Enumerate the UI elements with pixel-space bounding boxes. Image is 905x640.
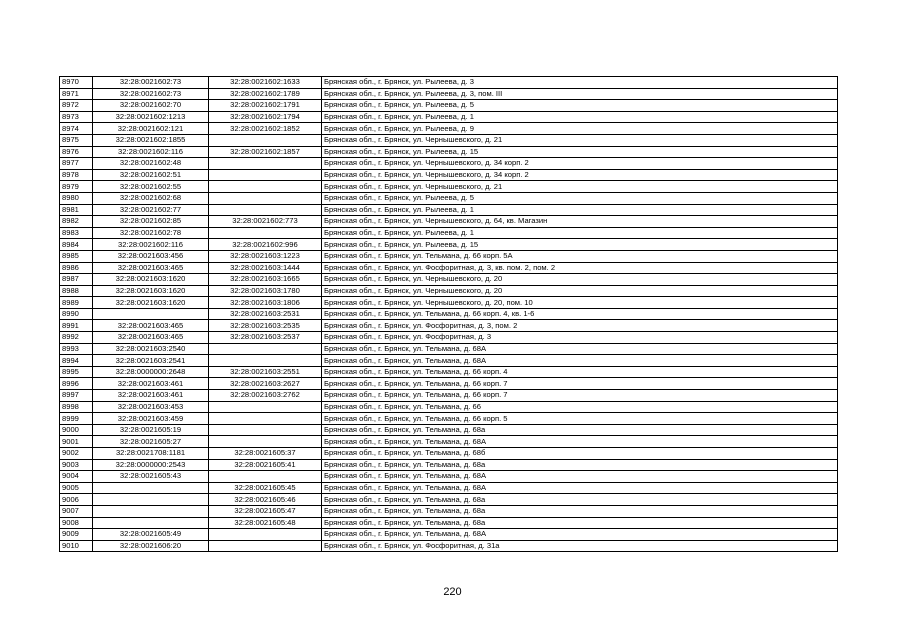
row-number: 9005	[60, 482, 93, 494]
cadastral-number-primary: 32:28:0021602:70	[93, 100, 209, 112]
cadastral-number-secondary	[209, 343, 322, 355]
row-number: 9006	[60, 494, 93, 506]
cadastral-number-primary: 32:28:0021602:1855	[93, 134, 209, 146]
cadastral-number-primary: 32:28:0021708:1181	[93, 448, 209, 460]
cadastral-number-secondary	[209, 192, 322, 204]
cadastral-number-primary: 32:28:0021603:1620	[93, 274, 209, 286]
table-row	[60, 505, 838, 517]
address: Брянская обл., г. Брянск, ул. Тельмана, д. 66 корп. 5	[322, 413, 838, 425]
cadastral-number-primary: 32:28:0021603:461	[93, 378, 209, 390]
cadastral-number-primary: 32:28:0021602:121	[93, 123, 209, 135]
cadastral-number-secondary: 32:28:0021603:2627	[209, 378, 322, 390]
row-number: 8999	[60, 413, 93, 425]
cadastral-number-primary: 32:28:0021602:51	[93, 169, 209, 181]
cadastral-number-primary: 32:28:0021603:456	[93, 250, 209, 262]
row-number: 8979	[60, 181, 93, 193]
cadastral-number-secondary: 32:28:0021605:41	[209, 459, 322, 471]
cadastral-number-primary: 32:28:0021605:43	[93, 471, 209, 483]
table-row	[60, 100, 838, 112]
row-number: 9008	[60, 517, 93, 529]
table-row	[60, 134, 838, 146]
address: Брянская обл., г. Брянск, ул. Рылеева, д. 3	[322, 77, 838, 89]
table-row	[60, 448, 838, 460]
address: Брянская обл., г. Брянск, ул. Фосфоритная, д. 3, пом. 2	[322, 320, 838, 332]
cadastral-number-secondary: 32:28:0021602:1791	[209, 100, 322, 112]
cadastral-number-secondary: 32:28:0021602:996	[209, 239, 322, 251]
cadastral-number-primary: 32:28:0021602:78	[93, 227, 209, 239]
row-number: 8977	[60, 158, 93, 170]
cadastral-number-secondary	[209, 204, 322, 216]
table-row	[60, 146, 838, 158]
table-row	[60, 436, 838, 448]
cadastral-number-primary: 32:28:0021602:116	[93, 239, 209, 251]
address: Брянская обл., г. Брянск, ул. Рылеева, д. 5	[322, 192, 838, 204]
cadastral-number-secondary: 32:28:0021602:773	[209, 216, 322, 228]
cadastral-number-secondary	[209, 169, 322, 181]
table-row	[60, 540, 838, 552]
table-row	[60, 320, 838, 332]
cadastral-number-primary: 32:28:0021605:27	[93, 436, 209, 448]
address: Брянская обл., г. Брянск, ул. Тельмана, д. 68А	[322, 471, 838, 483]
address: Брянская обл., г. Брянск, ул. Тельмана, д. 68а	[322, 517, 838, 529]
table-row	[60, 378, 838, 390]
cadastral-number-primary: 32:28:0000000:2648	[93, 366, 209, 378]
cadastral-number-primary: 32:28:0021602:73	[93, 88, 209, 100]
row-number: 8973	[60, 111, 93, 123]
cadastral-number-secondary: 32:28:0021603:1806	[209, 297, 322, 309]
address: Брянская обл., г. Брянск, ул. Рылеева, д. 3, пом. III	[322, 88, 838, 100]
address: Брянская обл., г. Брянск, ул. Чернышевского, д. 20, пом. 10	[322, 297, 838, 309]
cadastral-number-primary: 32:28:0021606:20	[93, 540, 209, 552]
cadastral-number-secondary: 32:28:0021603:2551	[209, 366, 322, 378]
cadastral-number-secondary	[209, 540, 322, 552]
row-number: 9007	[60, 505, 93, 517]
table-row	[60, 123, 838, 135]
address: Брянская обл., г. Брянск, ул. Тельмана, д. 66 корп. 4, кв. 1-6	[322, 308, 838, 320]
table-row	[60, 517, 838, 529]
cadastral-number-primary: 32:28:0021602:48	[93, 158, 209, 170]
address: Брянская обл., г. Брянск, ул. Рылеева, д. 1	[322, 204, 838, 216]
table-row	[60, 274, 838, 286]
table-row	[60, 158, 838, 170]
row-number: 8995	[60, 366, 93, 378]
row-number: 8975	[60, 134, 93, 146]
cadastral-number-primary: 32:28:0021602:1213	[93, 111, 209, 123]
address: Брянская обл., г. Брянск, ул. Рылеева, д. 1	[322, 111, 838, 123]
row-number: 8982	[60, 216, 93, 228]
cadastral-number-secondary	[209, 471, 322, 483]
row-number: 8994	[60, 355, 93, 367]
row-number: 8985	[60, 250, 93, 262]
cadastral-number-primary	[93, 517, 209, 529]
address: Брянская обл., г. Брянск, ул. Чернышевского, д. 21	[322, 181, 838, 193]
address: Брянская обл., г. Брянск, ул. Рылеева, д. 1	[322, 227, 838, 239]
address: Брянская обл., г. Брянск, ул. Рылеева, д. 5	[322, 100, 838, 112]
row-number: 9003	[60, 459, 93, 471]
address: Брянская обл., г. Брянск, ул. Рылеева, д. 15	[322, 239, 838, 251]
cadastral-number-secondary	[209, 424, 322, 436]
cadastral-number-secondary: 32:28:0021603:1444	[209, 262, 322, 274]
row-number: 8976	[60, 146, 93, 158]
cadastral-number-primary: 32:28:0021603:461	[93, 390, 209, 402]
cadastral-number-secondary: 32:28:0021602:1789	[209, 88, 322, 100]
row-number: 8992	[60, 332, 93, 344]
cadastral-number-primary	[93, 505, 209, 517]
address: Брянская обл., г. Брянск, ул. Чернышевского, д. 64, кв. Магазин	[322, 216, 838, 228]
cadastral-number-primary: 32:28:0021602:55	[93, 181, 209, 193]
address: Брянская обл., г. Брянск, ул. Чернышевского, д. 20	[322, 285, 838, 297]
row-number: 9009	[60, 529, 93, 541]
row-number: 8993	[60, 343, 93, 355]
cadastral-number-primary: 32:28:0021602:73	[93, 77, 209, 89]
cadastral-number-primary: 32:28:0021603:1620	[93, 285, 209, 297]
row-number: 9004	[60, 471, 93, 483]
table-row	[60, 216, 838, 228]
row-number: 8971	[60, 88, 93, 100]
row-number: 8989	[60, 297, 93, 309]
table-row	[60, 227, 838, 239]
cadastral-number-primary: 32:28:0021605:19	[93, 424, 209, 436]
cadastral-number-secondary	[209, 355, 322, 367]
table-row	[60, 459, 838, 471]
row-number: 8983	[60, 227, 93, 239]
cadastral-number-secondary: 32:28:0021602:1852	[209, 123, 322, 135]
cadastral-number-secondary: 32:28:0021603:1223	[209, 250, 322, 262]
address: Брянская обл., г. Брянск, ул. Чернышевского, д. 21	[322, 134, 838, 146]
address: Брянская обл., г. Брянск, ул. Рылеева, д. 15	[322, 146, 838, 158]
table-row	[60, 250, 838, 262]
table-row	[60, 529, 838, 541]
cadastral-number-secondary: 32:28:0021605:46	[209, 494, 322, 506]
cadastral-number-secondary	[209, 227, 322, 239]
address: Брянская обл., г. Брянск, ул. Фосфоритная, д. 3, кв. пом. 2, пом. 2	[322, 262, 838, 274]
row-number: 8991	[60, 320, 93, 332]
page-number: 220	[443, 586, 462, 598]
address: Брянская обл., г. Брянск, ул. Тельмана, д. 68а	[322, 494, 838, 506]
row-number: 8990	[60, 308, 93, 320]
cadastral-number-primary	[93, 482, 209, 494]
table-row	[60, 262, 838, 274]
row-number: 8981	[60, 204, 93, 216]
table-row	[60, 482, 838, 494]
address: Брянская обл., г. Брянск, ул. Тельмана, д. 66	[322, 401, 838, 413]
address: Брянская обл., г. Брянск, ул. Фосфоритная, д. 31а	[322, 540, 838, 552]
table-row	[60, 204, 838, 216]
row-number: 9002	[60, 448, 93, 460]
address: Брянская обл., г. Брянск, ул. Тельмана, д. 66 корп. 7	[322, 378, 838, 390]
cadastral-number-primary: 32:28:0021603:1620	[93, 297, 209, 309]
row-number: 8984	[60, 239, 93, 251]
cadastral-number-secondary	[209, 158, 322, 170]
cadastral-number-primary: 32:28:0021602:85	[93, 216, 209, 228]
cadastral-number-secondary: 32:28:0021603:2762	[209, 390, 322, 402]
address: Брянская обл., г. Брянск, ул. Тельмана, д. 68б	[322, 448, 838, 460]
cadastral-number-secondary: 32:28:0021605:45	[209, 482, 322, 494]
cadastral-number-secondary: 32:28:0021602:1633	[209, 77, 322, 89]
row-number: 8997	[60, 390, 93, 402]
table-row	[60, 308, 838, 320]
address: Брянская обл., г. Брянск, ул. Чернышевского, д. 34 корп. 2	[322, 158, 838, 170]
address: Брянская обл., г. Брянск, ул. Чернышевского, д. 20	[322, 274, 838, 286]
row-number: 8972	[60, 100, 93, 112]
address: Брянская обл., г. Брянск, ул. Тельмана, д. 66 корп. 7	[322, 390, 838, 402]
table-row	[60, 169, 838, 181]
table-row	[60, 424, 838, 436]
table-row	[60, 471, 838, 483]
row-number: 8988	[60, 285, 93, 297]
cadastral-number-secondary: 32:28:0021605:48	[209, 517, 322, 529]
cadastral-number-secondary: 32:28:0021602:1794	[209, 111, 322, 123]
cadastral-number-primary: 32:28:0021602:77	[93, 204, 209, 216]
cadastral-number-primary: 32:28:0021603:465	[93, 332, 209, 344]
address: Брянская обл., г. Брянск, ул. Рылеева, д. 9	[322, 123, 838, 135]
table-row	[60, 77, 838, 89]
row-number: 9010	[60, 540, 93, 552]
cadastral-number-primary: 32:28:0021603:2541	[93, 355, 209, 367]
address: Брянская обл., г. Брянск, ул. Тельмана, д. 68а	[322, 505, 838, 517]
cadastral-number-primary	[93, 494, 209, 506]
address: Брянская обл., г. Брянск, ул. Тельмана, д. 68А	[322, 529, 838, 541]
table-row	[60, 390, 838, 402]
table-row	[60, 332, 838, 344]
cadastral-number-secondary	[209, 413, 322, 425]
table-row	[60, 355, 838, 367]
row-number: 8980	[60, 192, 93, 204]
row-number: 9000	[60, 424, 93, 436]
table-row	[60, 239, 838, 251]
address: Брянская обл., г. Брянск, ул. Тельмана, д. 68А	[322, 436, 838, 448]
table-row	[60, 366, 838, 378]
cadastral-number-secondary: 32:28:0021603:1780	[209, 285, 322, 297]
address: Брянская обл., г. Брянск, ул. Тельмана, д. 68А	[322, 343, 838, 355]
address: Брянская обл., г. Брянск, ул. Тельмана, д. 66 корп. 5А	[322, 250, 838, 262]
table-row	[60, 494, 838, 506]
row-number: 8974	[60, 123, 93, 135]
cadastral-number-primary: 32:28:0000000:2543	[93, 459, 209, 471]
cadastral-number-secondary	[209, 181, 322, 193]
cadastral-number-secondary: 32:28:0021603:2537	[209, 332, 322, 344]
cadastral-number-primary: 32:28:0021605:49	[93, 529, 209, 541]
cadastral-table	[59, 76, 838, 552]
cadastral-number-secondary	[209, 436, 322, 448]
row-number: 8970	[60, 77, 93, 89]
address: Брянская обл., г. Брянск, ул. Тельмана, д. 68а	[322, 459, 838, 471]
cadastral-number-secondary	[209, 401, 322, 413]
table-row	[60, 343, 838, 355]
table-row	[60, 181, 838, 193]
cadastral-number-primary: 32:28:0021603:459	[93, 413, 209, 425]
cadastral-number-secondary: 32:28:0021603:2531	[209, 308, 322, 320]
cadastral-number-secondary: 32:28:0021603:2535	[209, 320, 322, 332]
address: Брянская обл., г. Брянск, ул. Тельмана, д. 68а	[322, 424, 838, 436]
row-number: 9001	[60, 436, 93, 448]
cadastral-number-secondary: 32:28:0021603:1665	[209, 274, 322, 286]
cadastral-number-primary: 32:28:0021602:68	[93, 192, 209, 204]
address: Брянская обл., г. Брянск, ул. Тельмана, д. 68А	[322, 355, 838, 367]
table-row	[60, 285, 838, 297]
cadastral-number-secondary: 32:28:0021605:37	[209, 448, 322, 460]
cadastral-number-primary: 32:28:0021603:453	[93, 401, 209, 413]
cadastral-number-primary: 32:28:0021603:465	[93, 262, 209, 274]
table-row	[60, 88, 838, 100]
row-number: 8986	[60, 262, 93, 274]
cadastral-table-body	[60, 77, 838, 552]
row-number: 8978	[60, 169, 93, 181]
table-row	[60, 297, 838, 309]
address: Брянская обл., г. Брянск, ул. Фосфоритная, д. 3	[322, 332, 838, 344]
cadastral-number-secondary	[209, 134, 322, 146]
table-row	[60, 413, 838, 425]
table-row	[60, 192, 838, 204]
cadastral-number-primary: 32:28:0021602:116	[93, 146, 209, 158]
address: Брянская обл., г. Брянск, ул. Тельмана, д. 68А	[322, 482, 838, 494]
cadastral-number-primary: 32:28:0021603:465	[93, 320, 209, 332]
table-row	[60, 401, 838, 413]
row-number: 8998	[60, 401, 93, 413]
table-row	[60, 111, 838, 123]
cadastral-number-secondary: 32:28:0021605:47	[209, 505, 322, 517]
address: Брянская обл., г. Брянск, ул. Тельмана, д. 66 корп. 4	[322, 366, 838, 378]
row-number: 8996	[60, 378, 93, 390]
cadastral-number-secondary	[209, 529, 322, 541]
cadastral-number-secondary: 32:28:0021602:1857	[209, 146, 322, 158]
cadastral-number-primary	[93, 308, 209, 320]
row-number: 8987	[60, 274, 93, 286]
cadastral-number-primary: 32:28:0021603:2540	[93, 343, 209, 355]
address: Брянская обл., г. Брянск, ул. Чернышевского, д. 34 корп. 2	[322, 169, 838, 181]
